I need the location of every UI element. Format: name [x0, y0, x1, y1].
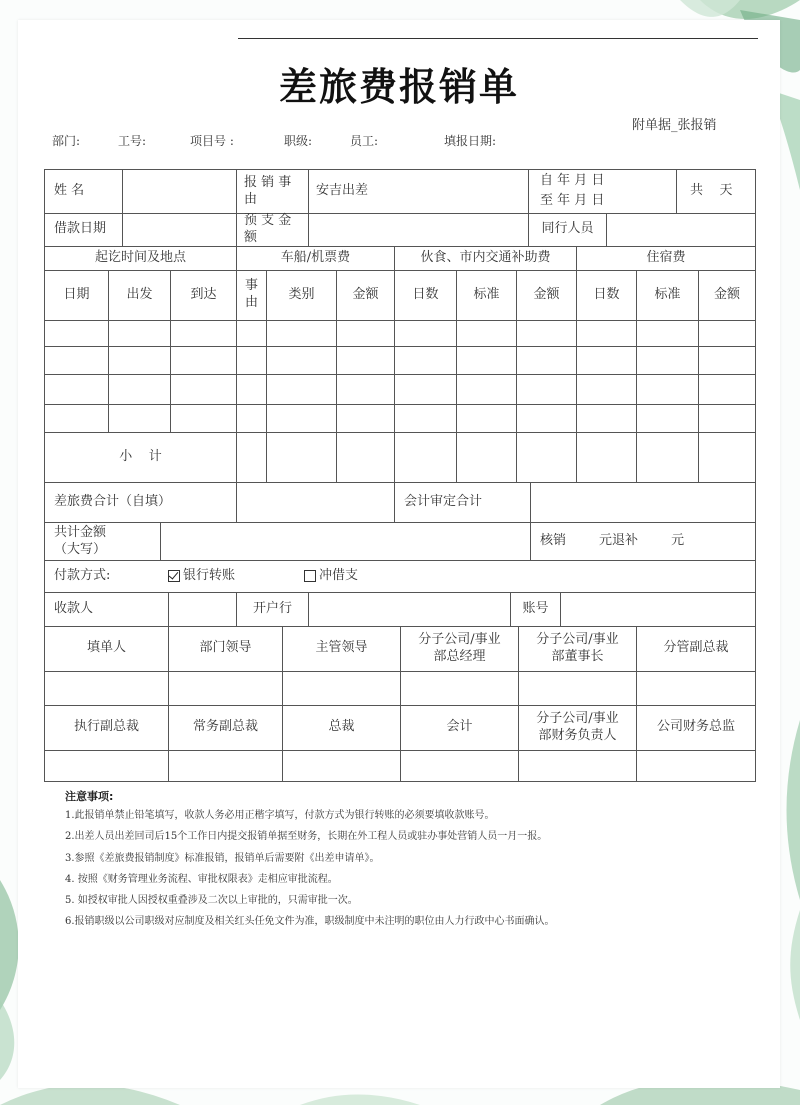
date-to[interactable]: 至 年 月 日: [540, 192, 605, 208]
col-matter: 事 由: [244, 278, 258, 310]
account-field[interactable]: [561, 592, 755, 626]
note-item: 5. 如授权审批人因授权重叠涉及二次以上审批的，只需审批一次。: [65, 895, 358, 906]
sign-mgr-lead: 主管领导: [315, 640, 368, 656]
col-ticket-amount: 金额: [352, 286, 379, 302]
sign-standing-vp: 常务副总裁: [192, 719, 258, 735]
loan-option-label: 冲借支: [319, 567, 359, 583]
col-category: 类别: [288, 286, 315, 302]
notes-title: 注意事项:: [65, 790, 114, 803]
sign-exec-vp: 执行副总裁: [73, 719, 139, 735]
staff-label: 员工:: [350, 134, 379, 148]
payee-field[interactable]: [169, 592, 236, 626]
sign-cfo: 公司财务总监: [656, 719, 735, 735]
companion-label: 同行人员: [541, 221, 594, 237]
group-lodging: 住宿费: [646, 249, 686, 265]
audit-total-field[interactable]: [531, 482, 755, 522]
group-ticket: 车船/机票费: [280, 249, 351, 265]
form-title: 差旅费报销单: [278, 64, 519, 109]
bank-checkbox[interactable]: [168, 570, 180, 582]
fill-date-label: 填报日期:: [444, 134, 497, 148]
sign-branch-gm: 分子公司/事业 部总经理: [418, 631, 501, 664]
col-date: 日期: [63, 286, 90, 302]
header-rule: [238, 38, 758, 39]
loan-checkbox[interactable]: [304, 570, 316, 582]
payment-label: 付款方式:: [54, 567, 111, 583]
audit-total-label: 会计审定合计: [404, 493, 483, 509]
col-meal-amount: 金额: [533, 286, 560, 302]
attachments-count: 附单据_张报销: [632, 118, 717, 133]
reason-value[interactable]: 安吉出差: [316, 182, 369, 198]
sign-dept-lead: 部门领导: [199, 640, 252, 656]
dept-label: 部门:: [52, 134, 81, 148]
rank-label: 职级:: [284, 134, 313, 148]
advance-label: 预 支 金 额: [244, 213, 292, 245]
amount-words-label: 共计金额 （大写）: [54, 524, 107, 557]
col-lodging-days: 日数: [593, 286, 620, 302]
self-total-label: 差旅费合计（自填）: [54, 493, 172, 509]
col-arrive: 到达: [190, 286, 217, 302]
sign-branch-finance: 分子公司/事业 部财务负责人: [536, 710, 619, 743]
note-item: 6.报销职级以公司职级对应制度及相关红头任免文件为准，职级制度中未注明的职位由人力行政中心书面确认。: [65, 916, 555, 927]
amount-words-field[interactable]: [161, 522, 530, 560]
total-days[interactable]: 共 天: [690, 182, 733, 198]
col-lodging-amount: 金额: [713, 286, 740, 302]
emp-no-label: 工号:: [118, 134, 147, 148]
note-item: 3.参照《差旅费报销制度》标准报销，报销单后需要附《出差申请单》。: [65, 853, 380, 864]
advance-field[interactable]: [309, 213, 527, 246]
account-label: 账号: [522, 600, 549, 616]
group-trip: 起讫时间及地点: [94, 249, 186, 265]
date-from[interactable]: 自 年 月 日: [540, 172, 605, 188]
note-item: 1.此报销单禁止铅笔填写，收款人务必用正楷字填写，付款方式为银行转账的必须要填收款账号。: [65, 810, 495, 821]
payee-label: 收款人: [54, 600, 94, 616]
payment-loan-option[interactable]: [304, 560, 414, 592]
sign-accountant: 会计: [446, 719, 473, 735]
loan-date-field[interactable]: [123, 213, 235, 246]
subtotal-label: 小 计: [119, 448, 162, 464]
bank-option-label: 银行转账: [183, 567, 236, 583]
bank-name-label: 开户行: [252, 600, 292, 616]
note-item: 4. 按照《财务管理业务流程、审批权限表》走相应审批流程。: [65, 874, 338, 885]
reason-label: 报 销 事 由: [244, 175, 292, 207]
name-label: 姓 名: [54, 182, 85, 198]
col-lodging-standard: 标准: [654, 286, 681, 302]
self-total-field[interactable]: [237, 482, 394, 522]
sign-vp: 分管副总裁: [663, 640, 729, 656]
companion-field[interactable]: [607, 213, 755, 246]
project-no-label: 项目号 :: [190, 134, 234, 148]
bank-name-field[interactable]: [309, 592, 510, 626]
col-depart: 出发: [126, 286, 153, 302]
sign-branch-chair: 分子公司/事业 部董事长: [536, 631, 619, 664]
col-meal-days: 日数: [412, 286, 439, 302]
settle-text: 核销 元退补 元: [540, 532, 685, 548]
sign-president: 总裁: [328, 719, 355, 735]
note-item: 2.出差人员出差回司后15个工作日内提交报销单据至财务，长期在外工程人员或驻办事处营销人员一月一报。: [65, 831, 548, 842]
sign-filler: 填单人: [86, 640, 126, 656]
col-meal-standard: 标准: [473, 286, 500, 302]
name-field[interactable]: [123, 169, 235, 213]
payment-bank-option[interactable]: [168, 560, 278, 592]
loan-date-label: 借款日期: [54, 221, 107, 237]
leaf-decoration-right: [782, 720, 800, 1020]
group-meal: 伙食、市内交通补助费: [420, 249, 551, 265]
